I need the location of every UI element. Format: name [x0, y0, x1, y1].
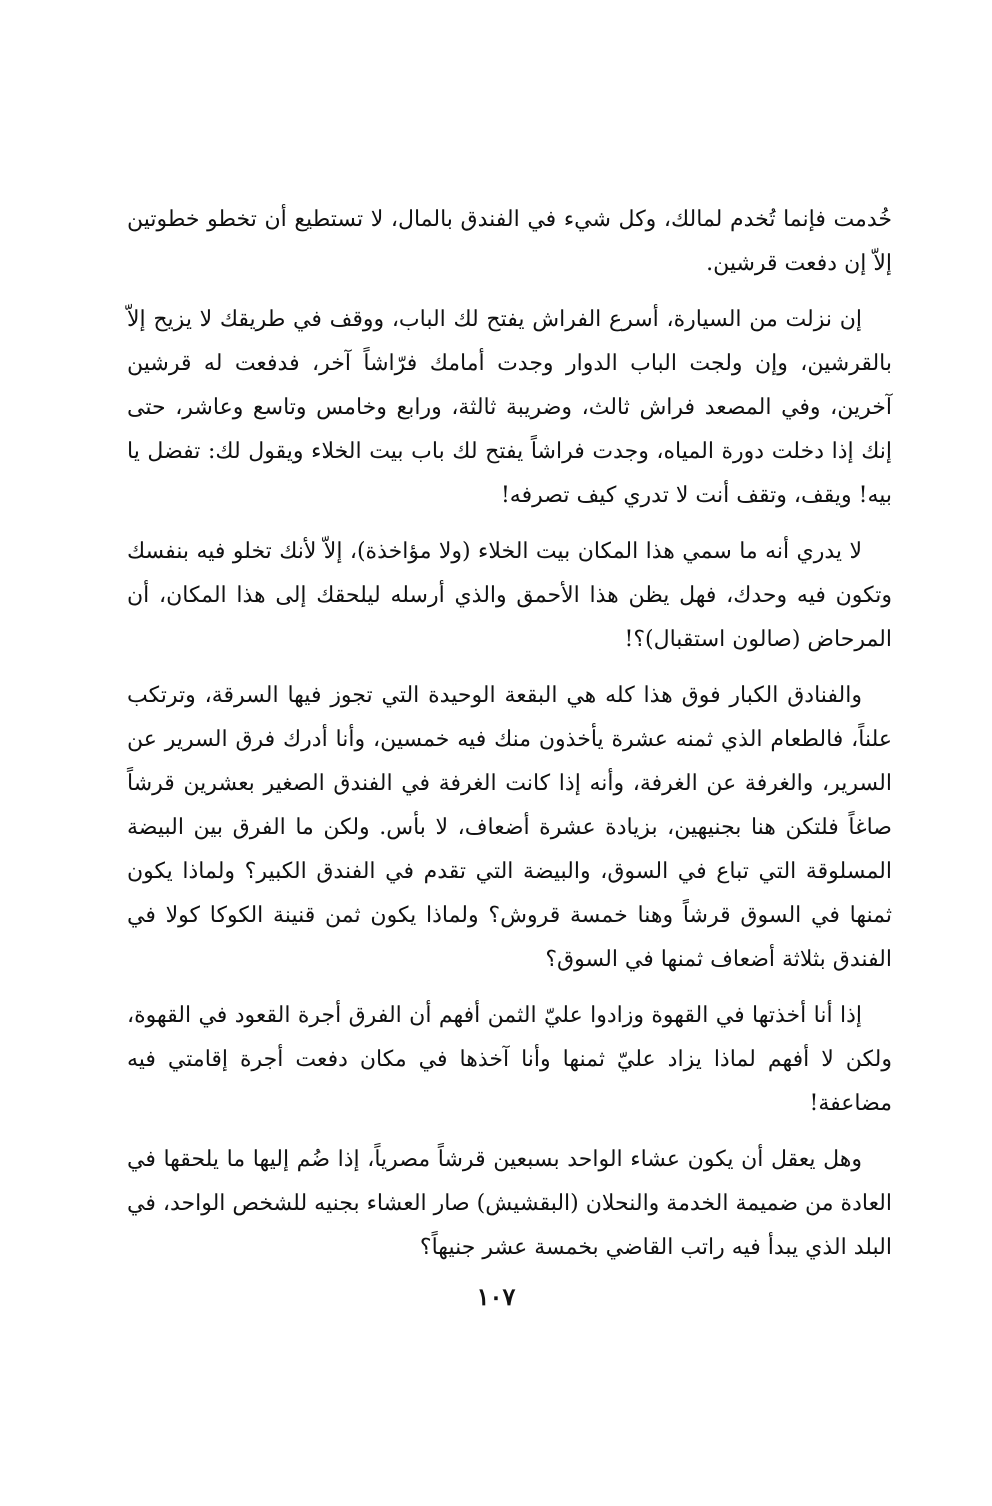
page-number: ١٠٧: [476, 1282, 516, 1311]
paragraph-toilet-name: لا يدري أنه ما سمي هذا المكان بيت الخلاء (ولا مؤاخذة)، إلاّ لأنك تخلو فيه بنفسك وتكون فيه وحدك، فهل يظن هذا الأحمق والذي أرسله ليلحقك إلى هذا المكان، أن المرحاض (صالون استقبال)؟!: [127, 539, 892, 652]
body-text: [127, 198, 892, 1282]
paragraph-cafe: إذا أنا أخذتها في القهوة وزادوا عليّ الثمن أفهم أن الفرق أجرة القعود في القهوة، ولكن لا أفهم لماذا يزاد عليّ ثمنها وأنا آخذها في مكان دفعت أجرة إقامتي فيه مضاعفة!: [127, 1003, 892, 1116]
paragraph-car-arrival: إن نزلت من السيارة، أسرع الفراش يفتح لك الباب، ووقف في طريقك لا يزيح إلاّ بالقرشين، وإن ولجت الباب الدوار وجدت أمامك فرّاشاً آخر، فدفعت له قرشين آخرين، وفي المصعد فراش ثالث، وضريبة ثالثة، ورابع وخامس وتاسع وعاشر، حتى إنك إذا دخلت دورة المياه، وجدت فراشاً يفتح لك باب بيت الخلاء ويقول لك: تفضل يا بيه! ويقف، وتقف أنت لا تدري كيف تصرفه!: [127, 307, 892, 508]
paragraph-hotel-prices: والفنادق الكبار فوق هذا كله هي البقعة الوحيدة التي تجوز فيها السرقة، وترتكب علناً، فالطعام الذي ثمنه عشرة يأخذون منك فيه خمسين، وأنا أدرك فرق السرير عن السرير، والغرفة عن الغرفة، وأنه إذا كانت الغرفة في الفندق الصغير بعشرين قرشاً صاغاً فلتكن هنا بجنيهين، بزيادة عشرة أضعاف، لا بأس. ولكن ما الفرق بين البيضة المسلوقة التي تباع في السوق، والبيضة التي تقدم في الفندق الكبير؟ ولماذا يكون ثمنها في السوق قرشاً وهنا خمسة قروش؟ ولماذا يكون ثمن قنينة الكوكا كولا في الفندق بثلاثة أضعاف ثمنها في السوق؟: [127, 683, 892, 972]
paragraph-continuation: خُدمت فإنما تُخدم لمالك، وكل شيء في الفندق بالمال، لا تستطيع أن تخطو خطوتين إلاّ إن دفعت قرشين.: [127, 207, 892, 276]
paragraph-dinner-cost: وهل يعقل أن يكون عشاء الواحد بسبعين قرشاً مصرياً، إذا ضُم إليها ما يلحقها في العادة من ضميمة الخدمة والنحلان (البقشيش) صار العشاء بجنيه للشخص الواحد، في البلد الذي يبدأ فيه راتب القاضي بخمسة عشر جنيهاً؟: [127, 1147, 892, 1260]
